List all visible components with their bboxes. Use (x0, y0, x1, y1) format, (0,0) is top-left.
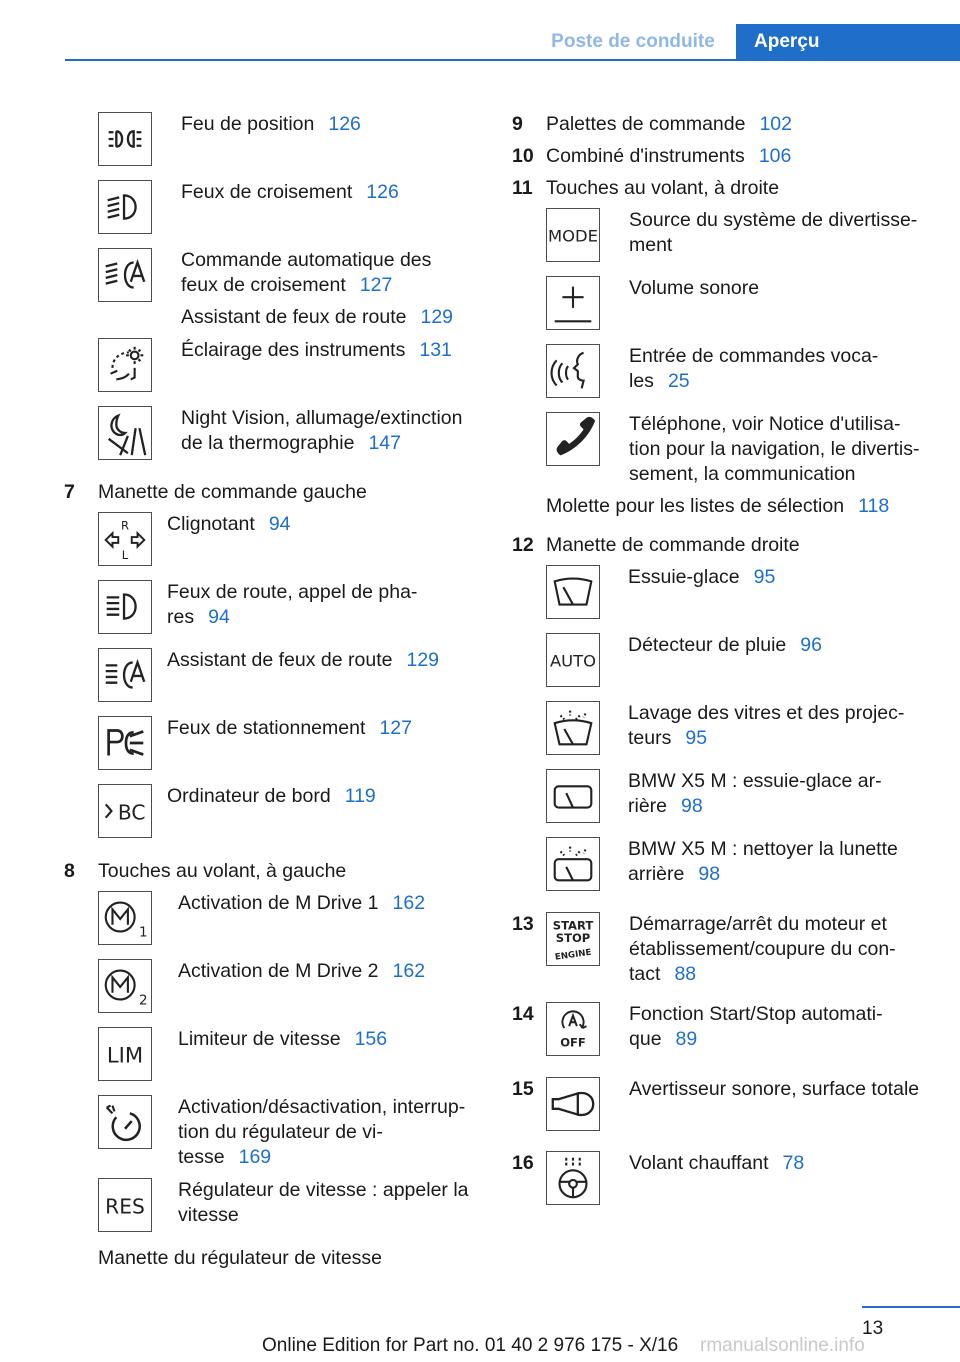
auto-low-beam-icon (98, 248, 152, 302)
section-7-number: 7 (64, 481, 75, 503)
section-11-title: Touches au volant, à droite (546, 177, 780, 199)
entry-mode: Source du système de divertisse- ment (629, 209, 918, 256)
edition-line: Online Edition for Part no. 01 40 2 976 175 - X/16 (262, 1335, 679, 1356)
svg-text:OFF: OFF (560, 1035, 586, 1050)
high-beam-icon (98, 580, 152, 634)
section-12-number: 12 (512, 534, 534, 556)
res-icon (98, 1178, 152, 1232)
section-15-number: 15 (512, 1078, 534, 1100)
section-9-number: 9 (512, 113, 523, 135)
watermark: rmanualsonline.info (700, 1335, 865, 1356)
entry-m-drive-1: Activation de M Drive 1 162 (178, 892, 426, 914)
page-ref[interactable]: 119 (344, 785, 376, 807)
header-section-link[interactable]: Poste de conduite (551, 31, 715, 52)
rear-washer-icon (546, 837, 600, 891)
phone-icon (546, 412, 600, 466)
entry-rain-sensor: Détecteur de pluie 96 (628, 634, 822, 656)
page-ref[interactable]: 25 (667, 370, 690, 392)
header-current-tab[interactable]: Aperçu (736, 24, 960, 61)
page-ref[interactable]: 126 (366, 181, 399, 203)
entry-rear-wiper: BMW X5 M : essuie-glace ar- rière 98 (628, 770, 882, 817)
svg-text:AUTO: AUTO (549, 651, 597, 671)
page-ref[interactable]: 102 (759, 113, 792, 135)
page-ref[interactable]: 98 (681, 795, 703, 817)
m-drive-2-icon (98, 959, 152, 1013)
svg-text:BC: BC (117, 800, 146, 825)
page-ref[interactable]: 94 (268, 513, 291, 535)
entry-res: Régulateur de vitesse : appeler la vitesse (178, 1179, 469, 1226)
night-vision-icon (98, 406, 152, 460)
entry-wiper: Essuie-glace 95 (628, 566, 776, 588)
svg-text:LIM: LIM (106, 1042, 144, 1068)
entry-high-beam-assistant: Assistant de feux de route 129 (181, 306, 454, 328)
page-number: 13 (862, 1318, 884, 1339)
section-8-title: Touches au volant, à gauche (98, 860, 347, 882)
entry-auto-low-beam: Commande automatique des feux de croisement 127 (181, 249, 432, 296)
voice-command-icon (546, 344, 600, 398)
position-light-icon (98, 112, 152, 166)
page-ref[interactable]: 95 (753, 566, 776, 588)
footer-rule (862, 1306, 960, 1308)
page-ref[interactable]: 118 (858, 495, 890, 517)
entry-volume: Volume sonore (629, 277, 760, 299)
page-ref[interactable]: 126 (328, 113, 361, 135)
svg-text:START: START (552, 918, 594, 933)
section-16-number: 16 (512, 1152, 534, 1174)
parking-light-icon (98, 716, 152, 770)
page-ref[interactable]: 96 (800, 634, 822, 656)
svg-text:L: L (121, 548, 129, 563)
section-11-number: 11 (512, 177, 533, 199)
page-ref[interactable]: 89 (675, 1028, 698, 1050)
entry-m-drive-2: Activation de M Drive 2 162 (178, 960, 426, 982)
entry-cruise-control: Activation/désactivation, interrup- tion du régulateur de vi- tesse 169 (178, 1096, 466, 1168)
entry-lim: Limiteur de vitesse 156 (178, 1028, 388, 1050)
svg-text:2: 2 (139, 992, 148, 1009)
cruise-lever-note: Manette du régulateur de vitesse (98, 1247, 383, 1269)
low-beam-icon (98, 180, 152, 234)
section-10-number: 10 (512, 145, 534, 167)
page-ref[interactable]: 162 (392, 892, 426, 914)
entry-rear-washer: BMW X5 M : nettoyer la lunette arrière 98 (628, 838, 898, 885)
entry-voice-command: Entrée de commandes voca- les 25 (629, 345, 879, 392)
page-ref[interactable]: 156 (354, 1028, 388, 1050)
heated-wheel-icon (546, 1151, 600, 1205)
entry-night-vision: Night Vision, allumage/extinction de la thermographie 147 (181, 407, 463, 454)
entry-horn: Avertisseur sonore, surface totale (629, 1078, 920, 1100)
svg-text:STOP: STOP (555, 930, 591, 945)
entry-high-beam-assistant-2: Assistant de feux de route 129 (167, 649, 440, 671)
section-7-title: Manette de commande gauche (98, 481, 367, 503)
entry-turn-signal: Clignotant 94 (167, 513, 291, 535)
page-ref[interactable]: 106 (758, 145, 792, 167)
section-13-number: 13 (512, 913, 534, 935)
wiper-icon (546, 565, 600, 619)
page-ref[interactable]: 94 (208, 606, 230, 628)
entry-washer: Lavage des vitres et des projec- teurs 95 (628, 702, 905, 749)
entry-low-beam: Feux de croisement 126 (181, 181, 399, 203)
section-10-title: Combiné d'instruments 106 (546, 145, 792, 167)
auto-start-stop-off-icon (546, 1002, 600, 1056)
section-12-title: Manette de commande droite (546, 534, 800, 556)
entry-heated-wheel: Volant chauffant 78 (629, 1152, 805, 1174)
entry-auto-start-stop: Fonction Start/Stop automati- que 89 (629, 1003, 883, 1050)
turn-signal-icon (98, 512, 152, 566)
svg-text:ENGINE: ENGINE (554, 947, 593, 963)
entry-start-stop: Démarrage/arrêt du moteur et établissement/coupure du con- tact 88 (629, 913, 896, 985)
mode-icon (546, 208, 600, 262)
page-ref[interactable]: 162 (392, 960, 426, 982)
entry-bc: Ordinateur de bord 119 (167, 785, 376, 807)
section-8-number: 8 (64, 860, 75, 882)
page-ref[interactable]: 98 (698, 863, 721, 885)
svg-text:RES: RES (105, 1194, 145, 1219)
washer-icon (546, 701, 600, 755)
page-ref[interactable]: 131 (419, 339, 452, 361)
svg-text:MODE: MODE (548, 226, 598, 246)
lim-icon (98, 1027, 152, 1081)
volume-icon (546, 276, 600, 330)
svg-text:1: 1 (139, 924, 148, 941)
entry-parking-light: Feux de stationnement 127 (167, 717, 412, 739)
page-ref[interactable]: 127 (359, 274, 393, 296)
entry-phone: Téléphone, voir Notice d'utilisa- tion pour la navigation, le divertis- sement, la communication (629, 413, 920, 485)
page-ref[interactable]: 129 (406, 649, 440, 671)
rear-wiper-icon (546, 769, 600, 823)
section-9-title: Palettes de commande 102 (546, 113, 792, 135)
page-ref[interactable]: 169 (238, 1146, 272, 1168)
page-ref[interactable]: 78 (782, 1152, 805, 1174)
entry-high-beam: Feux de route, appel de pha- res 94 (167, 581, 418, 628)
entry-position-light: Feu de position 126 (181, 113, 361, 135)
entry-instrument-lighting: Éclairage des instruments 131 (181, 339, 452, 361)
start-stop-icon (546, 912, 600, 966)
page-ref[interactable]: 95 (685, 727, 708, 749)
page-ref[interactable]: 127 (379, 717, 412, 739)
header-rule (65, 59, 960, 61)
rain-sensor-icon (546, 633, 600, 687)
page-ref[interactable]: 88 (674, 963, 697, 985)
high-beam-assistant-icon (98, 648, 152, 702)
instrument-lighting-icon (98, 338, 152, 392)
page-ref[interactable]: 129 (420, 306, 454, 328)
svg-text:R: R (120, 518, 130, 533)
page-ref[interactable]: 147 (368, 432, 401, 454)
entry-selection-wheel: Molette pour les listes de sélection 118 (546, 495, 890, 517)
cruise-control-icon (98, 1095, 152, 1149)
m-drive-1-icon (98, 891, 152, 945)
section-14-number: 14 (512, 1003, 534, 1025)
horn-icon (546, 1077, 600, 1131)
bc-icon (98, 784, 152, 838)
